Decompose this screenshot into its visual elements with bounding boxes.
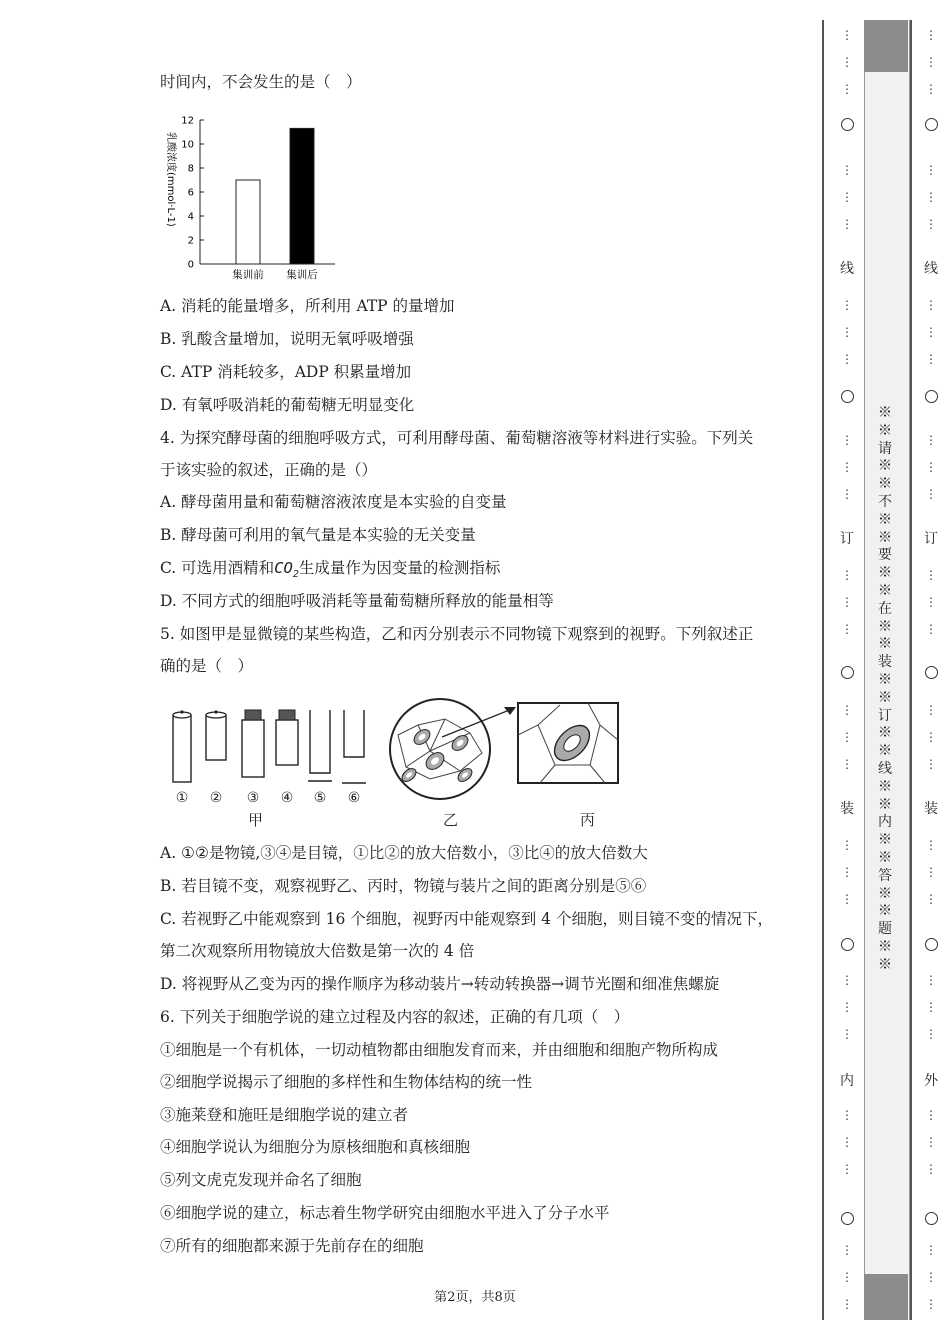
dotted-cut-line: ⋮ (841, 838, 853, 852)
warning-text: ※※请※※不※※要※※在※※装※※订※※线※※内※※答※※题※※ (878, 405, 892, 973)
dotted-cut-line: ⋮ (925, 1162, 937, 1176)
dotted-cut-line: ⋮ (841, 595, 853, 609)
dotted-cut-line: ⋮ (841, 433, 853, 447)
q6-item: ④细胞学说认为细胞分为原核细胞和真核细胞 (160, 1138, 471, 1156)
figure-numeral: ③ (246, 790, 260, 806)
dotted-cut-line: ⋮ (841, 757, 853, 771)
co2-co: CO (274, 559, 293, 577)
q6-stem: 6. 下列关于细胞学说的建立过程及内容的叙述，正确的有几项（ ） (160, 1008, 630, 1026)
q4-option-b: B. 酵母菌可利用的氧气量是本实验的无关变量 (160, 526, 476, 544)
q3-option-c: C. ATP 消耗较多，ADP 积累量增加 (160, 363, 412, 381)
gutter-char: 装 (924, 801, 938, 817)
q5-stem-line2: 确的是（ ） (160, 657, 254, 675)
field-bing (518, 703, 618, 783)
binding-hole-circle (925, 666, 938, 679)
chart-tick-label: 12 (181, 115, 194, 127)
dotted-cut-line: ⋮ (841, 622, 853, 636)
figure-numeral: ④ (280, 790, 294, 806)
distance-5 (308, 710, 332, 781)
binding-hole-circle (925, 938, 938, 951)
dotted-cut-line: ⋮ (925, 460, 937, 474)
lactic-acid-bar-chart (160, 112, 350, 282)
dotted-cut-line: ⋮ (925, 55, 937, 69)
q6-item: ⑦所有的细胞都来源于先前存在的细胞 (160, 1237, 424, 1255)
dotted-cut-line: ⋮ (925, 730, 937, 744)
band-block-bottom (864, 1274, 908, 1320)
co2-subscript: 2 (292, 569, 299, 581)
gutter-char: 线 (840, 261, 854, 277)
dotted-cut-line: ⋮ (925, 703, 937, 717)
dotted-cut-line: ⋮ (841, 82, 853, 96)
dotted-cut-line: ⋮ (841, 1135, 853, 1149)
dotted-cut-line: ⋮ (841, 352, 853, 366)
chart-tick-label: 10 (181, 139, 194, 151)
dotted-cut-line: ⋮ (925, 973, 937, 987)
dotted-cut-line: ⋮ (841, 730, 853, 744)
dotted-cut-line: ⋮ (925, 1000, 937, 1014)
dotted-cut-line: ⋮ (925, 892, 937, 906)
field-yi (390, 699, 516, 799)
dotted-cut-line: ⋮ (841, 163, 853, 177)
eyepiece-2 (206, 710, 226, 760)
binding-hole-circle (841, 390, 854, 403)
dotted-cut-line: ⋮ (925, 28, 937, 42)
gutter-char: 订 (840, 531, 854, 547)
gutter-char: 外 (924, 1073, 938, 1089)
page-footer: 第2页，共8页 (434, 1290, 516, 1305)
dotted-cut-line: ⋮ (841, 973, 853, 987)
binding-hole-circle (841, 118, 854, 131)
q4-stem-line2: 于该实验的叙述，正确的是（） (160, 461, 378, 479)
chart-tick-label: 0 (187, 259, 194, 271)
objective-4 (276, 710, 298, 765)
q3-option-d: D. 有氧呼吸消耗的葡萄糖无明显变化 (160, 396, 415, 414)
figure-numeral: ⑥ (347, 790, 361, 806)
gutter-char: 订 (924, 531, 938, 547)
chart-y-ticks (181, 116, 204, 271)
dotted-cut-line: ⋮ (925, 838, 937, 852)
figure-numeral: ⑤ (313, 790, 327, 806)
dotted-cut-line: ⋮ (841, 1027, 853, 1041)
chart-tick-label: 2 (187, 235, 194, 247)
dotted-cut-line: ⋮ (925, 325, 937, 339)
q6-item: ②细胞学说揭示了细胞的多样性和生物体结构的统一性 (160, 1073, 533, 1091)
dotted-cut-line: ⋮ (841, 487, 853, 501)
dotted-cut-line: ⋮ (925, 1297, 937, 1311)
gutter-char: 线 (924, 261, 938, 277)
dotted-cut-line: ⋮ (925, 1027, 937, 1041)
q4-stem-line1: 4. 为探究酵母菌的细胞呼吸方式，可利用酵母菌、葡萄糖溶液等材料进行实验。下列关 (160, 429, 754, 447)
q5-option-a: A. ①②是物镜,③④是目镜，①比②的放大倍数小，③比④的放大倍数大 (160, 844, 648, 862)
gutter-inner-border (822, 20, 824, 1320)
microscope-figure (160, 695, 630, 835)
q5-option-b: B. 若目镜不变，观察视野乙、丙时，物镜与装片之间的距离分别是⑤⑥ (160, 877, 647, 895)
binding-hole-circle (841, 1212, 854, 1225)
dotted-cut-line: ⋮ (841, 460, 853, 474)
dotted-cut-line: ⋮ (925, 433, 937, 447)
dotted-cut-line: ⋮ (841, 190, 853, 204)
dotted-cut-line: ⋮ (925, 595, 937, 609)
dotted-cut-line: ⋮ (925, 298, 937, 312)
objective-3 (242, 710, 264, 777)
dotted-cut-line: ⋮ (925, 487, 937, 501)
q3-option-b: B. 乳酸含量增加，说明无氧呼吸增强 (160, 330, 414, 348)
dotted-cut-line: ⋮ (925, 82, 937, 96)
dotted-cut-line: ⋮ (841, 325, 853, 339)
figure-numeral: ② (209, 790, 223, 806)
distance-6 (342, 710, 366, 783)
dotted-cut-line: ⋮ (841, 703, 853, 717)
dotted-cut-line: ⋮ (925, 1270, 937, 1284)
dotted-cut-line: ⋮ (841, 298, 853, 312)
binding-hole-circle (925, 390, 938, 403)
binding-hole-circle (925, 118, 938, 131)
gutter-char: 装 (840, 801, 854, 817)
dotted-cut-line: ⋮ (925, 568, 937, 582)
dotted-cut-line: ⋮ (925, 1135, 937, 1149)
q4-option-c-pre: C. 可选用酒精和 (160, 559, 275, 577)
q6-item: ⑥细胞学说的建立，标志着生物学研究由细胞水平进入了分子水平 (160, 1204, 610, 1222)
q6-item: ①细胞是一个有机体，一切动植物都由细胞发育而来，并由细胞和细胞产物所构成 (160, 1041, 719, 1059)
dotted-cut-line: ⋮ (841, 1297, 853, 1311)
dotted-cut-line: ⋮ (841, 892, 853, 906)
dotted-cut-line: ⋮ (841, 55, 853, 69)
dotted-cut-line: ⋮ (925, 1108, 937, 1122)
dotted-cut-line: ⋮ (925, 757, 937, 771)
figure-numeral: ① (175, 790, 189, 806)
chart-tick-label: 8 (187, 163, 194, 175)
label-yi: 乙 (443, 811, 459, 829)
q4-option-a: A. 酵母菌用量和葡萄糖溶液浓度是本实验的自变量 (160, 493, 507, 511)
eyepiece-1 (173, 710, 191, 782)
q5-stem-line1: 5. 如图甲是显微镜的某些构造，乙和丙分别表示不同物镜下观察到的视野。下列叙述正 (160, 625, 754, 643)
dotted-cut-line: ⋮ (841, 568, 853, 582)
dotted-cut-line: ⋮ (925, 622, 937, 636)
dotted-cut-line: ⋮ (925, 352, 937, 366)
chart-tick-label: 6 (187, 187, 194, 199)
co2-formula (274, 559, 299, 581)
label-bing: 丙 (580, 811, 596, 829)
q3-option-a: A. 消耗的能量增多，所利用 ATP 的量增加 (160, 297, 455, 315)
q4-option-c (160, 558, 500, 585)
dotted-cut-line: ⋮ (925, 217, 937, 231)
q5-option-c-line2: 第二次观察所用物镜放大倍数是第一次的 4 倍 (160, 942, 475, 960)
q6-item: ③施莱登和施旺是细胞学说的建立者 (160, 1106, 409, 1124)
chart-bar (236, 180, 260, 264)
q5-option-d: D. 将视野从乙变为丙的操作顺序为移动装片→转动转换器→调节光圈和细准焦螺旋 (160, 975, 720, 993)
gutter-char: 内 (840, 1073, 854, 1089)
chart-tick-label: 4 (187, 211, 194, 223)
binding-hole-circle (925, 1212, 938, 1225)
q4-option-d: D. 不同方式的细胞呼吸消耗等量葡萄糖所释放的能量相等 (160, 592, 554, 610)
dotted-cut-line: ⋮ (841, 865, 853, 879)
dotted-cut-line: ⋮ (925, 190, 937, 204)
dotted-cut-line: ⋮ (925, 163, 937, 177)
dotted-cut-line: ⋮ (841, 1270, 853, 1284)
dotted-cut-line: ⋮ (841, 1162, 853, 1176)
gutter-outer-border (910, 20, 912, 1320)
q4-option-c-post: 生成量作为因变量的检测指标 (298, 559, 501, 577)
chart-category-label: 集训后 (286, 269, 318, 281)
chart-ylabel: 乳酸浓度(mmol·L-1) (165, 132, 176, 227)
chart-bar (290, 128, 314, 264)
dotted-cut-line: ⋮ (925, 1243, 937, 1257)
q6-item: ⑤列文虎克发现并命名了细胞 (160, 1171, 362, 1189)
q5-option-c-line1: C. 若视野乙中能观察到 16 个细胞，视野丙中能观察到 4 个细胞，则目镜不变的情况下， (160, 910, 773, 928)
dotted-cut-line: ⋮ (841, 28, 853, 42)
dotted-cut-line: ⋮ (841, 1243, 853, 1257)
chart-category-label: 集训前 (232, 269, 264, 281)
binding-hole-circle (841, 938, 854, 951)
dotted-cut-line: ⋮ (925, 865, 937, 879)
label-jia: 甲 (248, 811, 264, 829)
band-block-top (864, 20, 908, 72)
dotted-cut-line: ⋮ (841, 217, 853, 231)
question-intro: 时间内，不会发生的是（ ） (160, 73, 362, 91)
dotted-cut-line: ⋮ (841, 1000, 853, 1014)
dotted-cut-line: ⋮ (841, 1108, 853, 1122)
binding-hole-circle (841, 666, 854, 679)
